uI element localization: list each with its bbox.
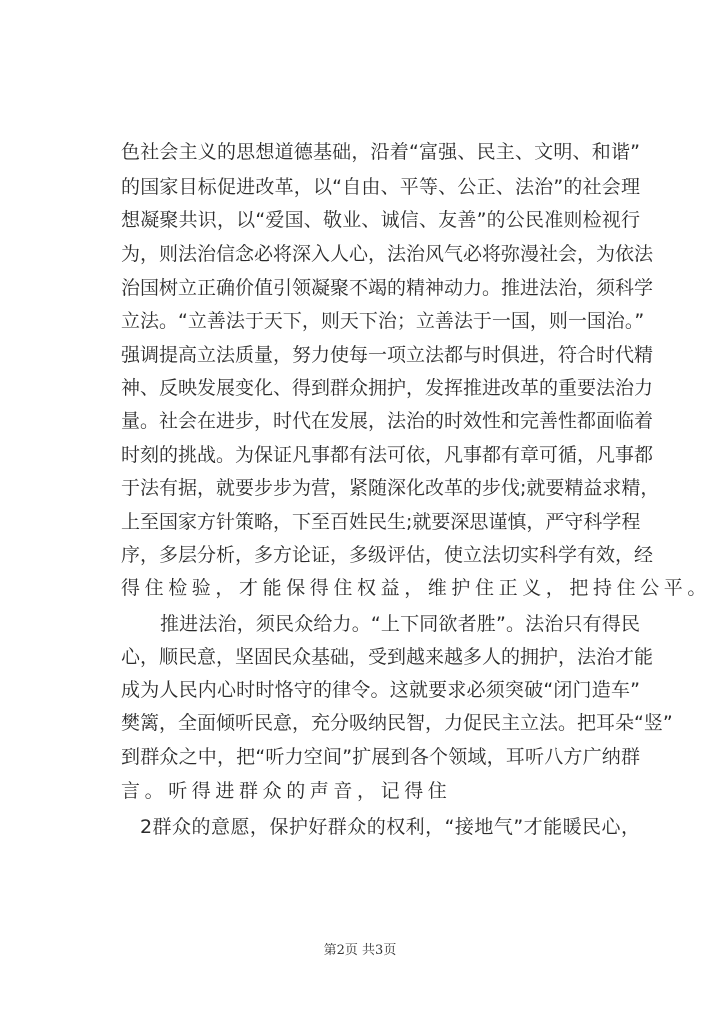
text-line: 心，顺民意，坚固民众基础，受到越来越多人的拥护，法治才能 [121,646,654,668]
text-line: 得住检验，才能保得住权益，维护住正义，把持住公平。 [121,577,712,599]
text-line: 序，多层分析，多方论证，多级评估，使立法切实科学有效，经 [121,544,654,566]
text-line: 立法。“立善法于天下，则天下治；立善法于一国，则一国治。” [121,310,645,332]
paragraph-start-line: 推进法治，须民众给力。“上下同欲者胜”。法治只有得民 [160,613,640,635]
text-line: 色社会主义的思想道德基础，沿着“富强、民主、文明、和谐” [121,141,640,163]
text-line: 的国家目标促进改革，以“自由、平等、公正、法治”的社会理 [121,176,640,198]
text-line: 言。听得进群众的声音，记得住 [121,780,452,802]
text-line: 想凝聚共识，以“爱国、敬业、诚信、友善”的公民准则检视行 [121,209,640,231]
paragraph-start-line: 2群众的意愿，保护好群众的权利，“接地气”才能暖民心， [140,816,640,838]
text-line: 治国树立正确价值引领凝聚不竭的精神动力。推进法治，须科学 [121,277,654,299]
text-line: 于法有据，就要步步为营，紧随深化改革的步伐;就要精益求精， [121,477,660,499]
text-line: 上至国家方针策略，下至百姓民生;就要深思谨慎，严守科学程 [121,511,641,533]
text-line: 强调提高立法质量，努力使每一项立法都与时俱进，符合时代精 [121,344,654,366]
text-line: 量。社会在进步，时代在发展，法治的时效性和完善性都面临着 [121,410,654,432]
text-line: 成为人民内心时时恪守的律令。这就要求必须突破“闭门造车” [121,679,640,701]
text-line: 樊篱，全面倾听民意，充分吸纳民智，力促民主立法。把耳朵“竖” [121,712,673,734]
page-number-footer: 第2页 共3页 [323,943,397,958]
text-line: 时刻的挑战。为保证凡事都有法可依，凡事都有章可循，凡事都 [121,444,654,466]
text-line: 到群众之中，把“听力空间”扩展到各个领域，耳听八方广纳群 [121,746,640,768]
text-line: 神、反映发展变化、得到群众拥护，发挥推进改革的重要法治力 [121,377,654,399]
text-line: 为，则法治信念必将深入人心，法治风气必将弥漫社会，为依法 [121,243,654,265]
